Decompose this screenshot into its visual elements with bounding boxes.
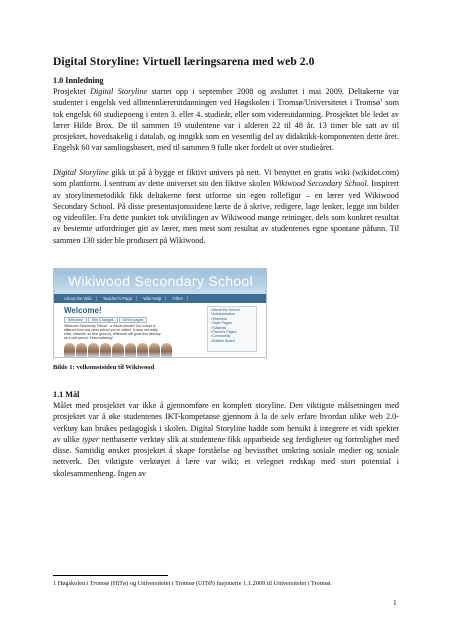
- intro-paragraph-1: Prosjektet Digital Storyline startet opp i september 2008 og avsluttet i mai 2009. Deltakerne var studenter i engelsk ved allmennlærerutdanningen ved Høgskolen i Tromsø/Universitetet i Tromsø$^1$ som tok engelsk 60 studiepoeng i enten 3. eller 4. studieår, eller som videreutdanning. Prosjektet ble ledet av lærer Hilde Brox. De til sammen 19 studentene var i alderen 22 til 48 år. 13 timer ble satt av til prosjektet, hovedsakelig i datalab, og inngikk som en vesentlig del av didaktikk-komponenten dette året. Engelsk 60 var samlingsbasert, med til sammen 9 fulle uker fordelt ut over studieåret.: [53, 87, 399, 153]
- tab: Site Changes: [88, 317, 118, 323]
- welcome-blurb: Wikiwood Secondary School - a virtual wonder! Our school is different from any other school you've visited. It does not really exist; however, as time goes by, Wikiwood will grow and develop as a real school. Keep watching!: [64, 324, 161, 340]
- wikiwood-screenshot-figure: [53, 268, 267, 358]
- site-banner: [54, 269, 266, 294]
- page-tabs: [64, 317, 147, 323]
- section-heading-goals: 1.1 Mål: [53, 390, 80, 399]
- site-nav: [54, 294, 266, 303]
- intro-paragraph-2: Digital Storyline gikk ut på å bygge et fiktivt univers på nett. Vi benyttet en gratis wiki (wikidot.com) som plattform. I sentrum av dette universet sto den fiktive skolen Wikiwood Secondary School. Inspirert av storylinemetodikk fikk deltakerne først utforme sin egen rollefigur – en lærer ved Wikiwood Secondary School. På disse presentasjonssidene lærte de å skrive, redigere, lage lenker, legge inn bilder og videofiler. Fra dette punktet tok utviklingen av Wikiwood mange retninger, dels som konkret resultat av bestemte utfordringer gitt av lærer, men mest som resultat av studentenes egne spontane påfunn. Til sammen 130 sider ble produsert på Wikiwood.: [53, 168, 399, 245]
- nav-item: Teacher's Page: [99, 296, 137, 301]
- tab: All the pages: [119, 317, 148, 323]
- footnote-ref[interactable]: 1: [380, 98, 383, 104]
- sidebar-link: ▪ Subjects: [211, 326, 253, 330]
- site-sidebar: [207, 306, 257, 352]
- intro-paragraph-2-block: [53, 167, 399, 246]
- sidebar-link: ▪ Teachers: [211, 317, 253, 321]
- sidebar-link: ▪ Parent's Pages: [211, 330, 253, 334]
- figure-caption: Bilde 1: velkomstsiden til Wikiwood: [53, 364, 155, 371]
- page-number: 1: [393, 598, 397, 607]
- nav-item: About the Wiki: [60, 296, 97, 301]
- sidebar-link: ▪ Bulletin Board: [211, 339, 253, 343]
- footnote: 1 Høgskolen i Tromsø (HiTø) og Universitetet i Tromsø (UiTØ) fusjonerte 1.1.2009 til Universitetet i Tromsø.: [53, 580, 332, 587]
- site-title: Wikiwood Secondary School: [68, 273, 253, 289]
- section-goals: [53, 389, 399, 479]
- section-introduction: [53, 75, 399, 154]
- sidebar-link: ▪ About the School: [211, 308, 253, 312]
- sidebar-link: ▪ Community: [211, 334, 253, 338]
- footnote-separator: [53, 575, 168, 576]
- document-title: Digital Storyline: Virtuell læringsarena med web 2.0: [53, 56, 315, 68]
- goals-paragraph: Målet med prosjektet var ikke å gjennomføre en komplett storyline. Den viktigste målsetningen med prosjektet var å øke studentenes IKT-kompetanse gjennom å la de selv erfare hvordan ulike web 2.0-verktøy kan brukes pedagogisk i skolen. Digital Storyline hadde som hensikt å integrere et vidt spekter av ulike typer nettbaserte verktøy slik at studentene fikk opparbeide seg ferdigheter og fortrolighet med disse. Samtidig ønsket prosjektet å skape forståelse og bevissthet omkring sosiale medier og sosiale nettverk. Det viktigste verktøyet å lære var wiki; et velegnet redskap med stort potensial i skolesammenheng. Ingen av: [53, 401, 399, 478]
- site-body: [54, 303, 266, 357]
- tab: Welcome: [64, 317, 87, 323]
- sidebar-link: ▪ Topic Pages: [211, 321, 253, 325]
- welcome-heading: Welcome!: [64, 306, 102, 315]
- nav-item: Wiki Help: [139, 296, 166, 301]
- section-heading-intro: 1.0 Innledning: [53, 76, 104, 85]
- students-photo: [64, 343, 172, 357]
- nav-item: Other: [168, 296, 188, 301]
- sidebar-link: ▪ Administration: [211, 312, 253, 316]
